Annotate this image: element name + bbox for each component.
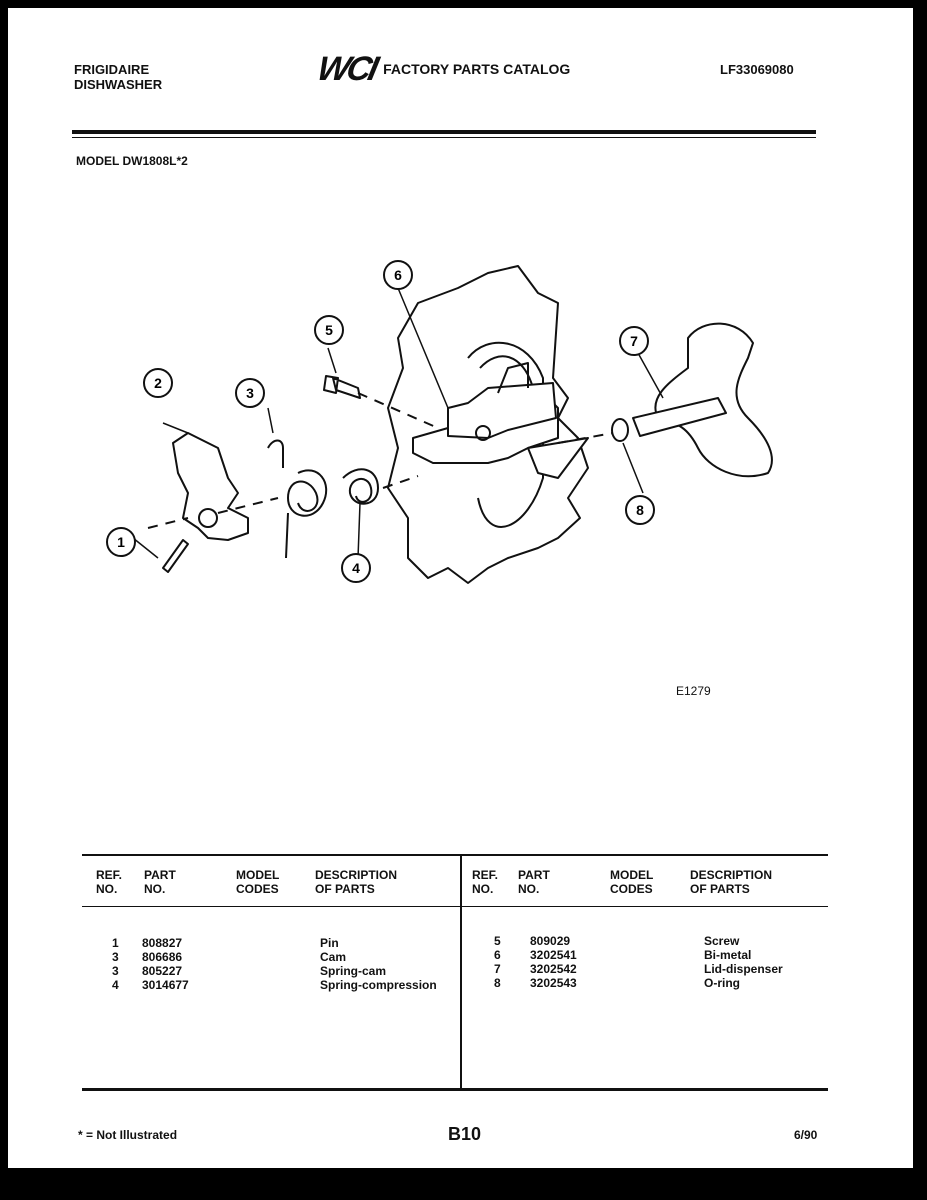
callout-5-label: 5: [325, 322, 333, 338]
right-header-ref: REF. NO.: [472, 868, 499, 896]
table-row-ref: 1: [112, 936, 119, 950]
header-rule-thin: [72, 137, 816, 138]
table-row-ref: 8: [494, 976, 501, 990]
cam-part: [173, 433, 248, 540]
screw-part: [324, 376, 360, 398]
table-top-rule: [82, 854, 828, 856]
callout-4: [342, 554, 370, 582]
wci-logo: WCI: [313, 50, 380, 88]
callout-4-label: 4: [352, 560, 360, 576]
table-row-ref: 3: [112, 950, 119, 964]
table-row-part: 3202543: [530, 976, 577, 990]
table-row-part: 805227: [142, 964, 183, 978]
callout-3-label: 3: [246, 385, 254, 401]
table-row-part: 3202541: [530, 948, 577, 962]
catalog-title-block: [313, 50, 571, 88]
model-line: MODEL DW1808L*2: [76, 154, 188, 168]
table-row-ref: 4: [112, 978, 119, 992]
o-ring: [612, 419, 628, 441]
table-bottom-rule: [82, 1088, 828, 1091]
right-header-desc: DESCRIPTION OF PARTS: [690, 868, 773, 896]
left-header-desc: DESCRIPTION OF PARTS: [315, 868, 398, 896]
exploded-parts-diagram: [88, 248, 788, 608]
left-header-ref: REF. NO.: [96, 868, 123, 896]
callout-2: [144, 369, 172, 397]
right-header-model: MODEL CODES: [610, 868, 654, 896]
callout-5: [315, 316, 343, 344]
callout-7: [620, 327, 648, 355]
product-name: DISHWASHER: [74, 77, 163, 92]
callout-2-label: 2: [154, 375, 162, 391]
callout-6-label: 6: [394, 267, 402, 283]
catalog-number: LF33069080: [720, 62, 794, 77]
callout-7-label: 7: [630, 333, 638, 349]
header-rule: [72, 130, 816, 134]
callout-1: [107, 528, 135, 556]
catalog-title: FACTORY PARTS CATALOG: [383, 61, 571, 77]
table-row-desc: Bi-metal: [704, 948, 752, 962]
table-row-desc: Lid-dispenser: [704, 962, 783, 976]
table-row-ref: 5: [494, 934, 501, 948]
table-row-desc: O-ring: [704, 976, 740, 990]
compression-spring: [343, 469, 378, 503]
brand-name: FRIGIDAIRE: [74, 62, 150, 77]
table-row-desc: Spring-compression: [320, 978, 437, 992]
revision-date: 6/90: [794, 1128, 818, 1142]
page-number: B10: [448, 1124, 482, 1144]
callout-6: [384, 261, 412, 289]
left-header-part: PART NO.: [144, 868, 176, 896]
table-row-desc: Pin: [320, 936, 339, 950]
table-row-part: 806686: [142, 950, 183, 964]
table-row-part: 3014677: [142, 978, 189, 992]
left-header-model: MODEL CODES: [236, 868, 280, 896]
table-row-part: 808827: [142, 936, 183, 950]
catalog-page: [8, 8, 913, 1168]
drawing-number: E1279: [676, 684, 711, 698]
pin-part: [163, 540, 188, 572]
callout-8: [626, 496, 654, 524]
footnote: * = Not Illustrated: [78, 1128, 178, 1142]
table-row-ref: 3: [112, 964, 119, 978]
table-divider: [460, 854, 462, 1090]
right-header-part: PART NO.: [518, 868, 550, 896]
brand-block: [74, 62, 162, 92]
callout-1-label: 1: [117, 534, 125, 550]
table-row-ref: 7: [494, 962, 501, 976]
callout-3: [236, 379, 264, 407]
table-row-desc: Spring-cam: [320, 964, 387, 978]
table-row-desc: Screw: [704, 934, 740, 948]
table-row-ref: 6: [494, 948, 501, 962]
callout-8-label: 8: [636, 502, 644, 518]
table-header-rule: [82, 906, 828, 907]
table-row-part: 3202542: [530, 962, 577, 976]
table-row-part: 809029: [530, 934, 571, 948]
table-row-desc: Cam: [320, 950, 347, 964]
